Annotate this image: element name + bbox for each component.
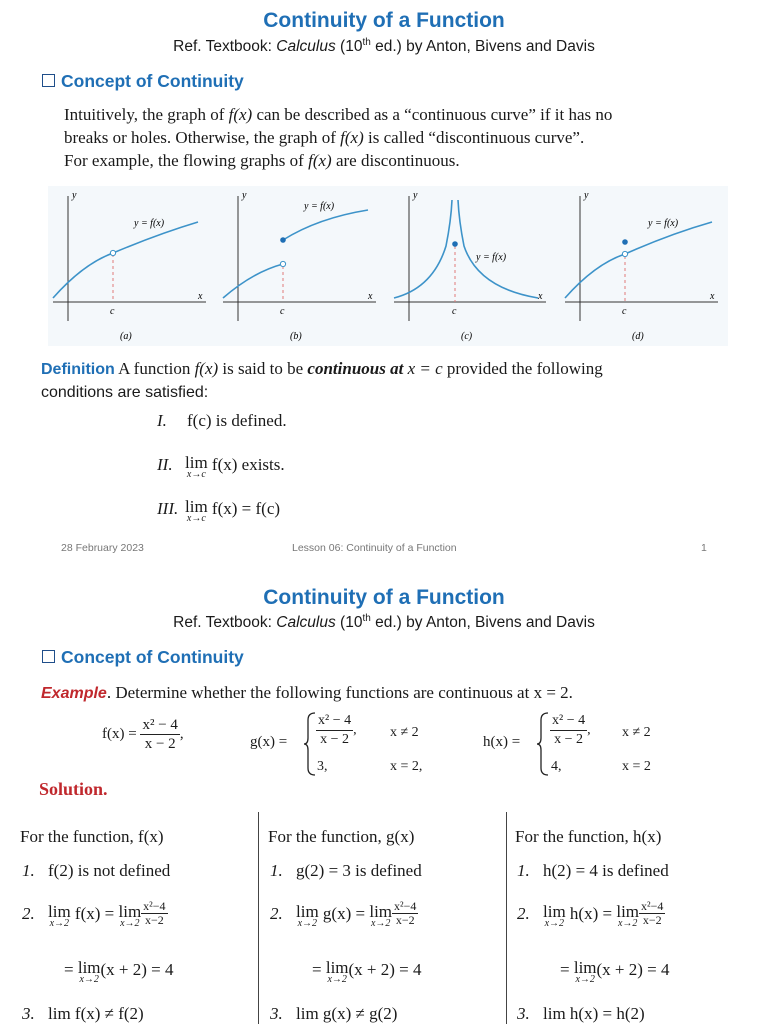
- column-g-step1: [270, 861, 422, 881]
- graph-a-x-label: x: [198, 291, 203, 302]
- example-statement: [41, 683, 573, 703]
- para-text: For example, the flowing graphs of: [64, 151, 309, 170]
- ref-edition-sup: th: [362, 37, 371, 48]
- g-fraction: [316, 712, 353, 749]
- limit: [48, 904, 71, 929]
- condition-3: [157, 499, 280, 524]
- definition-fx: f(x): [194, 359, 219, 378]
- column-h-step1: [517, 861, 669, 881]
- g-case1-condition: x ≠ 2: [390, 725, 419, 740]
- step-number: 3.: [270, 1004, 283, 1023]
- condition-2: [157, 455, 285, 480]
- f-definition: [102, 716, 184, 753]
- condition-2-text: f(x) exists.: [211, 455, 285, 474]
- ref-edition: (10: [335, 614, 363, 632]
- column-h-step3: [517, 1004, 645, 1024]
- step-fraction: [392, 900, 418, 927]
- condition-3-number: III.: [157, 499, 179, 518]
- ref-edition-sup: th: [362, 613, 371, 624]
- step-number: 2.: [22, 904, 35, 923]
- f-fraction: [140, 716, 179, 753]
- lim-sub: x→2: [617, 918, 638, 929]
- column-h-step2b: [560, 960, 670, 985]
- checkbox-bullet-icon: [42, 650, 55, 663]
- lim-text: lim: [616, 902, 640, 921]
- lim-text: lim: [185, 497, 208, 516]
- limit: [78, 960, 101, 985]
- graph-b-c-label: c: [280, 306, 285, 317]
- graph-c-c-label: c: [452, 306, 457, 317]
- definition-line2: conditions are satisfied:: [41, 384, 209, 401]
- graph-b-y-label: y: [242, 190, 247, 201]
- limit: [369, 904, 392, 929]
- h-case1-condition: x ≠ 2: [622, 725, 651, 740]
- step-number: 1.: [270, 861, 283, 880]
- definition-text: A function: [114, 359, 195, 378]
- lim-text: lim: [48, 902, 71, 921]
- step-text: f(2) is not defined: [48, 861, 171, 880]
- equals: =: [64, 960, 74, 979]
- g-case1: $\frac{\text{x² − 4}}{x - 2}$ ,: [318, 713, 357, 747]
- page1-reference: [0, 37, 768, 56]
- lim-sub: x→2: [49, 918, 70, 929]
- footer-date: 28 February 2023: [61, 542, 144, 554]
- g-denominator: x − 2: [320, 732, 349, 747]
- step-number: 3.: [517, 1004, 530, 1023]
- step-text: g(x) ≠ g(2): [322, 1004, 398, 1023]
- graph-d-x-label: x: [710, 291, 715, 302]
- column-f-heading: For the function, f(x): [20, 827, 164, 846]
- footer-lesson: Lesson 06: Continuity of a Function: [292, 542, 457, 554]
- step-text: (x + 2) = 4: [100, 960, 174, 979]
- lim-text: lim: [77, 958, 101, 977]
- lim-sub: x→c: [186, 469, 206, 480]
- page2-title: Continuity of a Function: [263, 586, 505, 609]
- definition: [41, 357, 741, 404]
- g-brace-icon: [304, 712, 316, 776]
- ref-edition: (10: [335, 38, 363, 56]
- lim-text: lim: [369, 902, 393, 921]
- lim-text: lim: [48, 1004, 71, 1023]
- definition-bold: continuous at: [307, 359, 404, 378]
- column-g-step2b: [312, 960, 422, 985]
- column-h-heading: For the function, h(x): [515, 827, 662, 846]
- graph-c-x-label: x: [538, 291, 543, 302]
- column-f-step3: [22, 1004, 144, 1024]
- para-fx: f(x): [228, 105, 253, 124]
- lim-sub: x→2: [120, 918, 140, 929]
- g-lhs: g(x) =: [250, 734, 288, 750]
- step-text: g(2) = 3 is defined: [296, 861, 422, 880]
- f-lhs: f(x) =: [102, 726, 137, 742]
- lim-sub: x→2: [370, 918, 391, 929]
- g-case2-value: 3,: [317, 759, 328, 774]
- h-case2-condition: x = 2: [622, 759, 651, 774]
- page1-title: Continuity of a Function: [263, 9, 505, 32]
- lim-text: lim: [325, 958, 349, 977]
- graph-b-point: [280, 237, 286, 243]
- column-f-step2b: [64, 960, 174, 985]
- lim-sub: x→2: [327, 974, 347, 985]
- frac-den: x−2: [395, 913, 415, 927]
- lim-text: lim: [543, 1004, 566, 1023]
- graph-a-hole: [110, 250, 115, 255]
- intro-paragraph: [64, 103, 744, 172]
- graph-d-hole: [622, 251, 627, 256]
- para-fx: f(x): [308, 151, 332, 170]
- h-denominator: x − 2: [554, 732, 583, 747]
- h-numerator: x² − 4: [550, 712, 587, 731]
- step-number: 2.: [270, 904, 283, 923]
- column-g-step3: [270, 1004, 397, 1024]
- para-text: breaks or holes. Otherwise, the graph of: [64, 128, 341, 147]
- graph-c-curve-label: y = f(x): [476, 252, 507, 263]
- lim-text: lim: [185, 453, 208, 472]
- f-tail: ,: [179, 726, 184, 742]
- step-fn: g(x) =: [322, 904, 366, 923]
- column-divider: [258, 812, 259, 1024]
- footer-page-number: 1: [701, 542, 707, 554]
- lim-text: lim: [296, 1004, 319, 1023]
- limit: [296, 904, 319, 929]
- limit: [119, 904, 142, 929]
- condition-3-text: f(x) = f(c): [211, 499, 281, 518]
- f-numerator: x² − 4: [142, 717, 178, 733]
- column-divider: [506, 812, 507, 1024]
- definition-text: provided the following: [442, 359, 603, 378]
- graph-c-caption: (c): [461, 331, 473, 342]
- limit: [543, 904, 566, 929]
- definition-text: is said to be: [218, 359, 308, 378]
- lim-text: lim: [118, 902, 142, 921]
- ref-authors: ed.) by Anton, Bivens and Davis: [370, 38, 595, 56]
- graph-d-point: [622, 239, 628, 245]
- step-fn: f(x) =: [74, 904, 115, 923]
- step-fn: h(x) =: [569, 904, 613, 923]
- graph-a-y-label: y: [72, 190, 77, 201]
- ref-book: Calculus: [276, 38, 336, 56]
- graph-a-curve-label: y = f(x): [134, 218, 165, 229]
- equals: =: [312, 960, 322, 979]
- para-text: can be described as a “continuous curve” if it has no: [252, 105, 613, 124]
- lim-text: lim: [573, 958, 597, 977]
- solution-label: Solution.: [39, 779, 108, 799]
- frac-den: x−2: [642, 913, 662, 927]
- lim-sub: x→2: [575, 974, 595, 985]
- para-fx: f(x): [340, 128, 364, 147]
- para-text: is called “discontinuous curve”.: [363, 128, 585, 147]
- ref-prefix: Ref. Textbook:: [173, 38, 272, 56]
- step-text: f(x) ≠ f(2): [74, 1004, 144, 1023]
- page2-section-heading: [42, 647, 244, 668]
- step-text: (x + 2) = 4: [348, 960, 422, 979]
- step-number: 3.: [22, 1004, 35, 1023]
- step-text: (x + 2) = 4: [596, 960, 670, 979]
- step-fraction: [141, 900, 167, 927]
- frac-num: x²−4: [394, 899, 417, 913]
- section-label: Concept of Continuity: [61, 71, 244, 91]
- lim-text: lim: [543, 902, 566, 921]
- lim-sub: x→2: [79, 974, 99, 985]
- graphs-background: [48, 186, 728, 346]
- lim-text: lim: [296, 902, 319, 921]
- h-brace-icon: [537, 712, 549, 776]
- lim-sub: x→2: [544, 918, 565, 929]
- discontinuity-graphs: [48, 186, 728, 346]
- equals: =: [560, 960, 570, 979]
- frac-den: x−2: [144, 913, 164, 927]
- section-label: Concept of Continuity: [61, 647, 244, 667]
- lim-sub: x→2: [297, 918, 318, 929]
- column-g-heading: For the function, g(x): [268, 827, 415, 846]
- graph-d-caption: (d): [632, 331, 644, 342]
- ref-prefix: Ref. Textbook:: [173, 614, 272, 632]
- ref-authors: ed.) by Anton, Bivens and Davis: [370, 614, 595, 632]
- definition-label: Definition: [41, 361, 115, 378]
- h-lhs: h(x) =: [483, 734, 521, 750]
- example-text: . Determine whether the following functions are continuous at x = 2.: [106, 683, 573, 702]
- example-label: Example: [41, 685, 107, 702]
- graph-c-point: [452, 241, 458, 247]
- para-text: are discontinuous.: [331, 151, 460, 170]
- h-case2-value: 4,: [551, 759, 562, 774]
- frac-num: x²−4: [143, 899, 166, 913]
- definition-xc: x = c: [403, 359, 443, 378]
- graph-d-curve-label: y = f(x): [648, 218, 679, 229]
- column-f-step2: [22, 899, 168, 929]
- step-number: 2.: [517, 904, 530, 923]
- g-case2-condition: x = 2,: [390, 759, 423, 774]
- step-text: h(x) = h(2): [569, 1004, 645, 1023]
- checkbox-bullet-icon: [42, 74, 55, 87]
- page2-reference: [0, 613, 768, 632]
- graph-b-caption: (b): [290, 331, 302, 342]
- graph-d-c-label: c: [622, 306, 627, 317]
- condition-2-limit: [185, 455, 208, 480]
- step-text: h(2) = 4 is defined: [543, 861, 669, 880]
- f-denominator: x − 2: [144, 736, 176, 752]
- graph-b-hole: [280, 261, 285, 266]
- graph-d-y-label: y: [584, 190, 589, 201]
- graph-b-curve-label: y = f(x): [304, 201, 335, 212]
- limit: [616, 904, 639, 929]
- condition-3-limit: [185, 499, 208, 524]
- step-fraction: [639, 900, 665, 927]
- condition-1: [157, 411, 287, 431]
- graph-a-c-label: c: [110, 306, 115, 317]
- condition-1-number: I.: [157, 411, 167, 430]
- column-h-step2: [517, 899, 665, 929]
- ref-book: Calculus: [276, 614, 336, 632]
- para-text: Intuitively, the graph of: [64, 105, 229, 124]
- column-g-step2: [270, 899, 418, 929]
- graph-a-caption: (a): [120, 331, 132, 342]
- graph-b-x-label: x: [368, 291, 373, 302]
- h-case1: $\frac{\text{x² − 4}}{x - 2}$ ,: [552, 713, 591, 747]
- condition-2-number: II.: [157, 455, 173, 474]
- step-number: 1.: [517, 861, 530, 880]
- graph-c-y-label: y: [413, 190, 418, 201]
- h-fraction: [550, 712, 587, 749]
- step-number: 1.: [22, 861, 35, 880]
- limit: [326, 960, 349, 985]
- condition-1-text: f(c) is defined.: [187, 411, 287, 430]
- page1-section-heading: [42, 71, 244, 92]
- frac-num: x²−4: [641, 899, 664, 913]
- column-f-step1: [22, 861, 170, 881]
- limit: [574, 960, 597, 985]
- g-numerator: x² − 4: [316, 712, 353, 731]
- lim-sub: x→c: [186, 513, 206, 524]
